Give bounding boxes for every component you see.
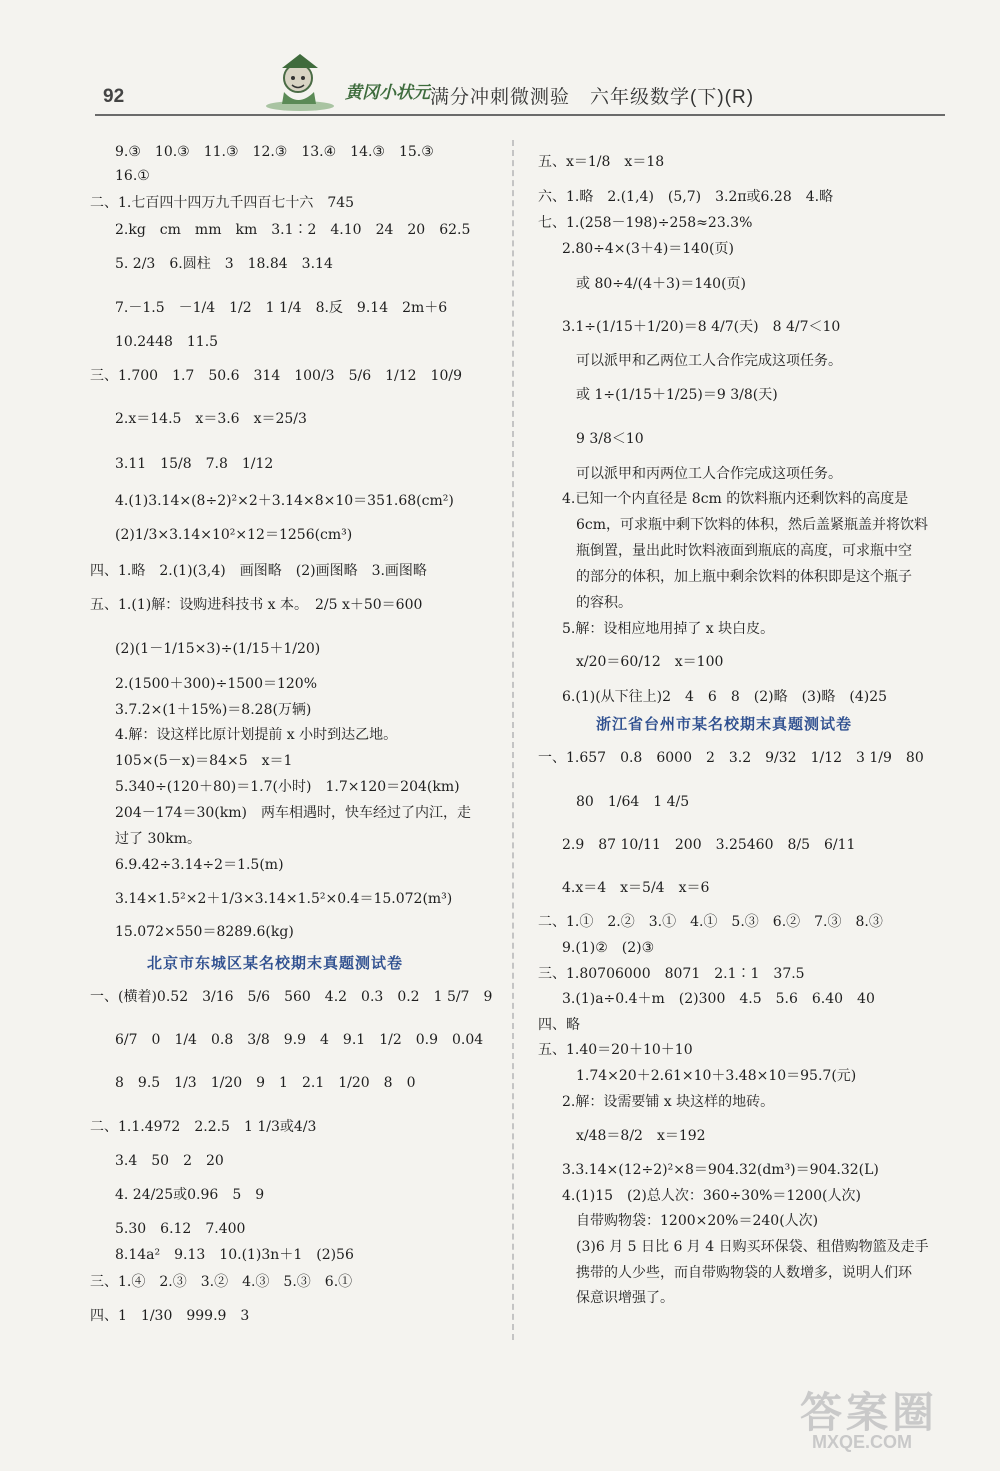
answer-line: 3.3.14×(12÷2)²×8＝904.32(dm³)＝904.32(L): [562, 1162, 879, 1178]
answer-line: 9.③ 10.③ 11.③ 12.③ 13.④ 14.③ 15.③: [115, 144, 434, 160]
answer-line: 7.－1.5 －1/4 1/2 1 1/4 8.反 9.14 2m＋6: [115, 300, 448, 316]
answer-line: 2.80÷4×(3＋4)＝140(页): [562, 241, 734, 257]
answer-line: 一、(横着)0.52 3/16 5/6 560 4.2 0.3 0.2 1 5/7 9: [90, 989, 493, 1005]
answer-line: 6/7 0 1/4 0.8 3/8 9.9 4 9.1 1/2 0.9 0.04: [115, 1032, 484, 1048]
answer-line: 5.340÷(120＋80)＝1.7(小时) 1.7×120＝204(km): [115, 779, 460, 795]
answer-line: 4.解：设这样比原计划提前 x 小时到达乙地。: [115, 727, 398, 743]
header-rule: [95, 114, 945, 116]
answer-line: x/48＝8/2 x＝192: [576, 1128, 706, 1144]
answer-line: 105×(5－x)＝84×5 x＝1: [115, 753, 293, 769]
answer-line: 8.14a² 9.13 10.(1)3n＋1 (2)56: [115, 1247, 354, 1263]
answer-line: 4. 24/25或0.96 5 9: [115, 1187, 265, 1203]
answer-line: 六、1.略 2.(1,4) (5,7) 3.2π或6.28 4.略: [538, 189, 834, 205]
answer-line: 2.(1500＋300)÷1500＝120%: [115, 676, 318, 692]
answer-line: 3.7.2×(1＋15%)＝8.28(万辆): [115, 702, 312, 718]
answer-line: 过了 30km。: [115, 831, 202, 847]
answer-line: 5. 2/3 6.圆柱 3 18.84 3.14: [115, 256, 333, 272]
answer-line: 四、1.略 2.(1)(3,4) 画图略 (2)画图略 3.画图略: [90, 563, 427, 579]
answer-line: 或 1÷(1/15＋1/25)＝9 3/8(天): [576, 387, 778, 403]
answer-line: 6.(1)(从下往上)2 4 6 8 (2)略 (3)略 (4)25: [562, 689, 888, 705]
answer-line: 2.x＝14.5 x＝3.6 x＝25/3: [115, 411, 307, 427]
answer-line: x/20＝60/12 x＝100: [576, 654, 724, 670]
section-title: 北京市东城区某名校期末真题测试卷: [147, 955, 404, 972]
brand-logo: 黄冈小状元: [345, 83, 430, 102]
answer-line: 8 9.5 1/3 1/20 9 1 2.1 1/20 8 0: [115, 1075, 416, 1091]
page-header: [95, 50, 945, 120]
answer-line: 可以派甲和丙两位工人合作完成这项任务。: [576, 466, 842, 482]
answer-line: 3.1÷(1/15＋1/20)＝8 4/7(天) 8 4/7＜10: [562, 319, 841, 335]
answer-line: 保意识增强了。: [576, 1290, 674, 1306]
answer-line: 二、1.1.4972 2.2.5 1 1/3或4/3: [90, 1119, 317, 1135]
mascot-icon: [260, 50, 340, 112]
watermark-logo: 答案圈: [800, 1389, 939, 1436]
answer-line: 的容积。: [576, 595, 632, 611]
answer-line: 80 1/64 1 4/5: [576, 794, 690, 810]
answer-line: 6cm，可求瓶中剩下饮料的体积，然后盖紧瓶盖并将饮料: [576, 517, 929, 533]
book-title: 满分冲刺微测验 六年级数学(下)(R): [430, 87, 755, 108]
answer-line: 1.74×20＋2.61×10＋3.48×10＝95.7(元): [576, 1068, 857, 1084]
answer-line: (2)1/3×3.14×10²×12＝1256(cm³): [115, 527, 353, 543]
answer-line: 4.已知一个内直径是 8cm 的饮料瓶内还剩饮料的高度是: [562, 491, 909, 507]
answer-line: 自带购物袋：1200×20%＝240(人次): [576, 1213, 819, 1229]
answer-line: 瓶倒置，量出此时饮料液面到瓶底的高度，可求瓶中空: [576, 543, 912, 559]
answer-line: 5.30 6.12 7.400: [115, 1221, 246, 1237]
answer-line: 三、1.④ 2.③ 3.② 4.③ 5.③ 6.①: [90, 1274, 353, 1290]
answer-line: (3)6 月 5 日比 6 月 4 日购买环保袋、租借购物篮及走手: [576, 1239, 929, 1255]
answer-line: 204－174＝30(km) 两车相遇时，快车经过了内江，走: [115, 805, 471, 821]
section-title: 浙江省台州市某名校期末真题测试卷: [596, 716, 853, 733]
answer-line: 五、x＝1/8 x＝18: [538, 154, 665, 170]
answer-line: 二、1.七百四十四万九千四百七十六 745: [90, 195, 355, 211]
answer-line: 可以派甲和乙两位工人合作完成这项任务。: [576, 353, 842, 369]
answer-line: 或 80÷4/(4＋3)＝140(页): [576, 276, 747, 292]
answer-line: 5.解：设相应地用掉了 x 块白皮。: [562, 621, 775, 637]
answer-line: 16.①: [115, 168, 150, 184]
watermark: [800, 1380, 990, 1460]
answer-line: 三、1.700 1.7 50.6 314 100/3 5/6 1/12 10/9: [90, 368, 462, 384]
answer-line: 五、1.(1)解：设购进科技书 x 本。 2/5 x＋50＝600: [90, 597, 423, 613]
answer-line: (2)(1－1/15×3)÷(1/15＋1/20): [115, 641, 321, 657]
answer-line: 2.9 87 10/11 200 3.25460 8/5 6/11: [562, 837, 856, 853]
answer-line: 6.9.42÷3.14÷2＝1.5(m): [115, 857, 284, 873]
answer-line: 4.(1)3.14×(8÷2)²×2＋3.14×8×10＝351.68(cm²): [115, 493, 454, 509]
answer-line: 10.2448 11.5: [115, 334, 219, 350]
answer-line: 3.(1)a÷0.4＋m (2)300 4.5 5.6 6.40 40: [562, 991, 875, 1007]
page-number: 92: [103, 86, 125, 107]
answer-line: 9.(1)② (2)③: [562, 940, 655, 956]
column-divider: [512, 140, 514, 1340]
watermark-url: MXQE.COM: [812, 1432, 913, 1452]
answer-line: 二、1.① 2.② 3.① 4.① 5.③ 6.② 7.③ 8.③: [538, 914, 883, 930]
answer-line: 3.4 50 2 20: [115, 1153, 224, 1169]
answer-line: 3.14×1.5²×2＋1/3×3.14×1.5²×0.4＝15.072(m³): [115, 891, 453, 907]
answer-line: 的部分的体积，加上瓶中剩余饮料的体积即是这个瓶子: [576, 569, 912, 585]
answer-line: 4.x＝4 x＝5/4 x＝6: [562, 880, 710, 896]
answer-line: 五、1.40＝20＋10＋10: [538, 1042, 693, 1058]
answer-line: 3.11 15/8 7.8 1/12: [115, 456, 274, 472]
answer-line: 9 3/8＜10: [576, 431, 644, 447]
answer-line: 4.(1)15 (2)总人次：360÷30%＝1200(人次): [562, 1188, 861, 1204]
answer-line: 一、1.657 0.8 6000 2 3.2 9/32 1/12 3 1/9 80: [538, 750, 924, 766]
answer-line: 四、略: [538, 1017, 580, 1033]
answer-line: 2.kg cm mm km 3.1∶2 4.10 24 20 62.5: [115, 222, 471, 238]
answer-line: 2.解：设需要铺 x 块这样的地砖。: [562, 1094, 775, 1110]
answer-line: 15.072×550＝8289.6(kg): [115, 924, 294, 940]
answer-line: 携带的人少些，而自带购物袋的人数增多，说明人们环: [576, 1265, 912, 1281]
answer-line: 四、1 1/30 999.9 3: [90, 1308, 250, 1324]
answer-line: 三、1.80706000 8071 2.1∶1 37.5: [538, 966, 805, 982]
answer-line: 七、1.(258－198)÷258≈23.3%: [538, 215, 753, 231]
